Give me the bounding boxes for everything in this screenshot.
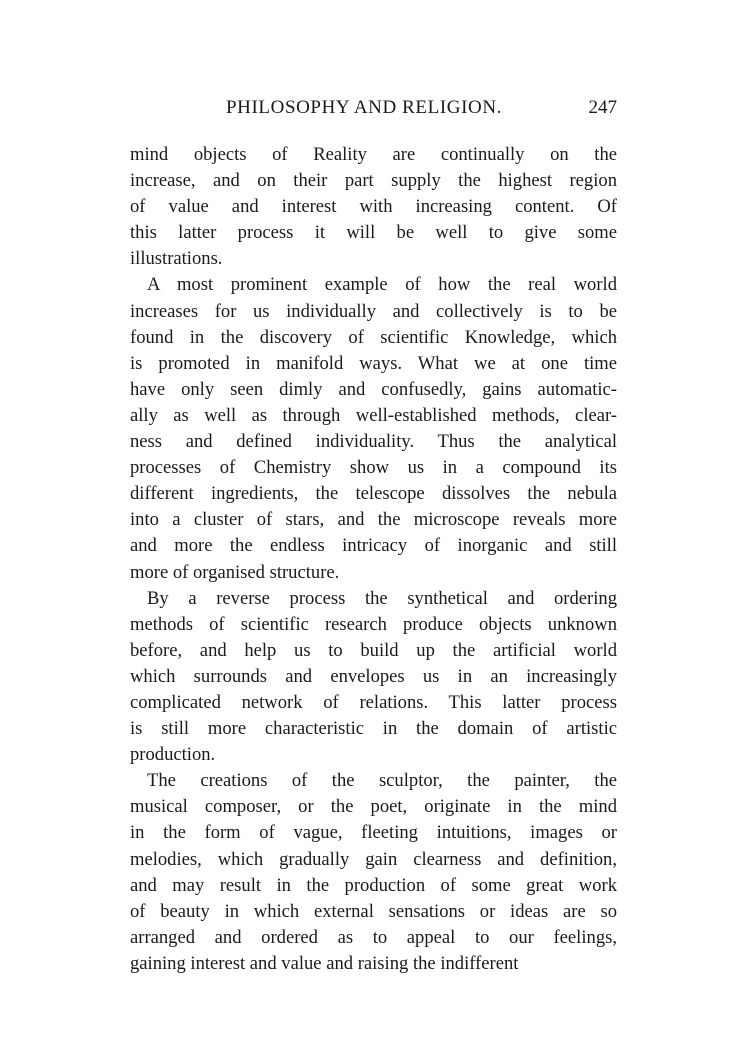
paragraph [130,768,617,977]
paragraph [130,586,617,769]
text-line: A most prominent example of how the real world [147,274,617,296]
page-number: 247 [588,97,617,118]
text-line: The creations of the sculptor, the painter, the [147,770,617,792]
text-line: different ingredients, the telescope dissolves the nebula [130,483,617,505]
text-line: illustrations. [130,248,223,270]
text-line: melodies, which gradually gain clearness and definition, [130,848,617,870]
text-line: is promoted in manifold ways. What we at one time [130,352,617,374]
text-line: increases for us individually and collectively is to be [130,300,617,322]
text-line: gaining interest and value and raising the indifferent [130,952,519,974]
text-line: and may result in the production of some great work [130,874,617,896]
text-line: arranged and ordered as to appeal to our feelings, [130,926,617,948]
text-line: mind objects of Reality are continually on the [130,144,617,165]
running-head [130,97,617,127]
text-line: methods of scientific research produce objects unknown [130,613,617,635]
text-line: increase, and on their part supply the highest region [130,170,617,192]
text-line: of value and interest with increasing content. Of [130,196,617,218]
text-line: into a cluster of stars, and the microscope reveals more [130,509,617,531]
text-line: which surrounds and envelopes us in an increasingly [130,665,617,687]
text-line: processes of Chemistry show us in a compound its [130,457,617,479]
text-line: is still more characteristic in the domain of artistic [130,718,617,740]
text-line: before, and help us to build up the artificial world [130,639,617,661]
text-line: and more the endless intricacy of inorganic and still [130,535,617,557]
paragraph [130,272,617,585]
text-line: complicated network of relations. This latter process [130,691,617,713]
text-line: found in the discovery of scientific Knowledge, which [130,326,617,348]
text-line: in the form of vague, fleeting intuitions, images or [130,822,617,844]
body-text [130,142,617,977]
text-line: production. [130,744,216,766]
running-title: PHILOSOPHY AND RELIGION. [226,97,503,118]
text-line: musical composer, or the poet, originate in the mind [130,796,617,818]
text-line: By a reverse process the synthetical and ordering [147,587,617,609]
text-line: have only seen dimly and confusedly, gains automatic- [130,378,617,400]
text-line: ally as well as through well-established methods, clear- [130,404,617,426]
text-line: of beauty in which external sensations or ideas are so [130,900,617,922]
paragraph [130,142,617,272]
text-line: ness and defined individuality. Thus the analytical [130,431,617,453]
text-line: more of organised structure. [130,561,340,583]
text-line: this latter process it will be well to give some [130,222,617,244]
